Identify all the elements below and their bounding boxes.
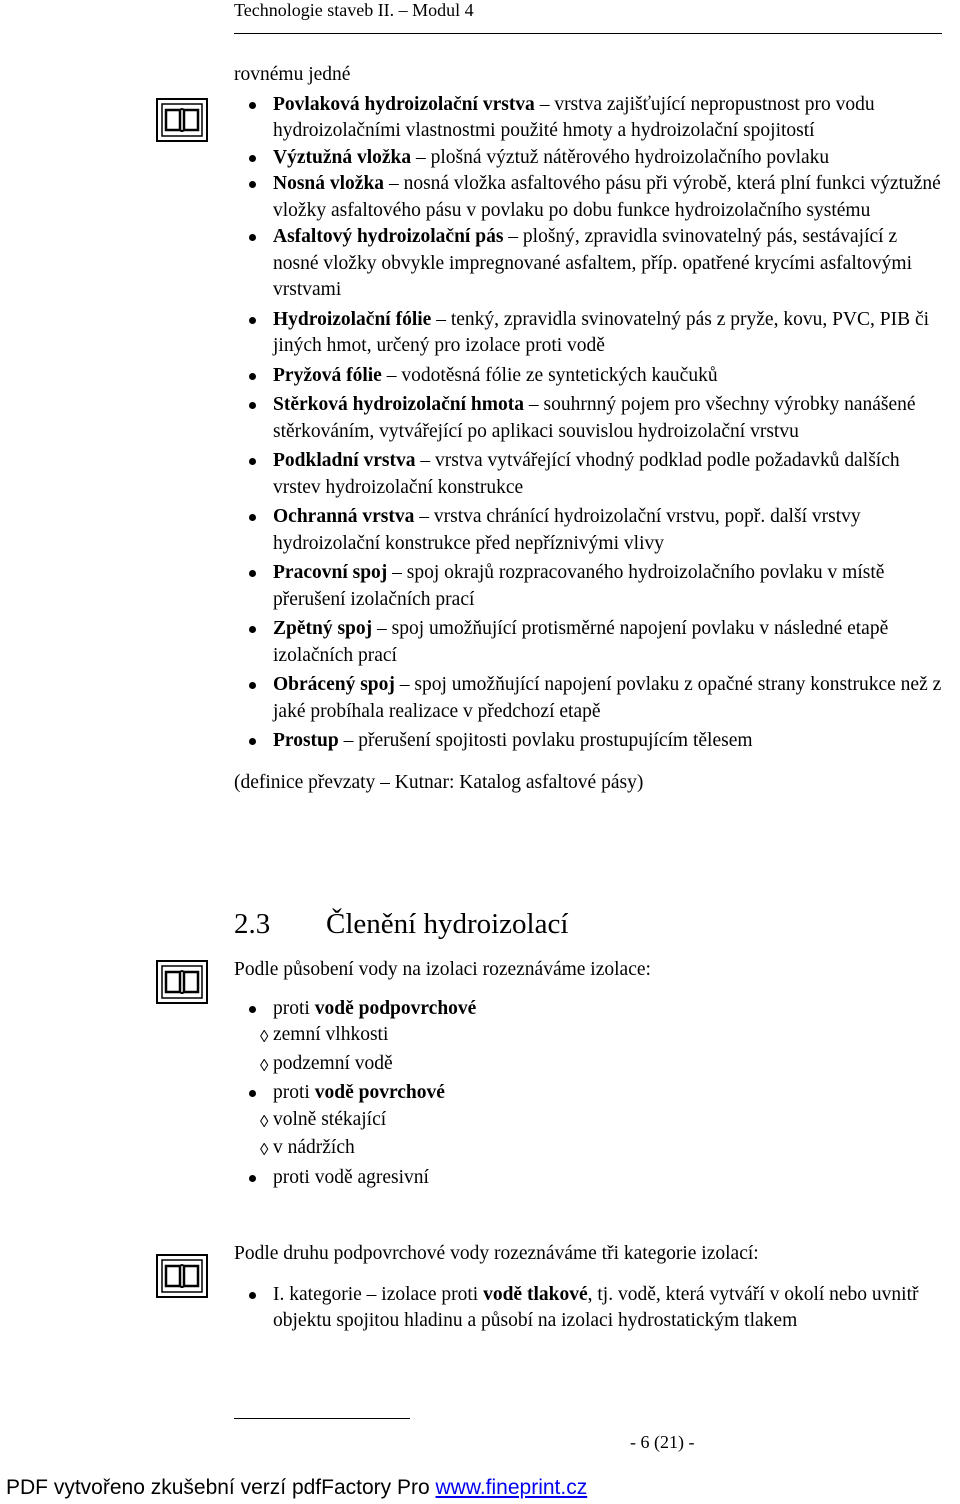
water-type-list	[234, 1080, 944, 1107]
definition-term: Pryžová fólie	[273, 364, 382, 386]
running-header: Technologie staveb II. – Modul 4	[234, 0, 474, 20]
definition-text: – vodotěsná fólie ze syntetických kaučuků	[381, 364, 718, 386]
definition-item	[234, 504, 944, 557]
section-title: Členění hydroizolací	[326, 908, 569, 940]
definition-text: – plošný, zpravidla svinovatelný pás, sestávající z nosné vložky obvykle impregnované asfaltem, příp. opatřené krycími asfaltovými vrstvami	[273, 226, 912, 300]
classification-block	[234, 957, 944, 1191]
definition-term: Výztužná vložka	[273, 146, 412, 168]
water-type-list	[234, 1165, 944, 1192]
bullet-icon	[249, 234, 256, 241]
bullet-icon	[249, 738, 256, 745]
sub-list-item: ◊ volně stékající	[234, 1107, 944, 1134]
definition-text: – spoj okrajů rozpracovaného hydroizolačního povlaku v místě přerušení izolačních prací	[273, 562, 885, 610]
definition-text: – nosná vložka asfaltového pásu při výrobě, která plní funkci výztužné vložky asfaltového pásu v povlaku po dobu funkce hydroizolačního systému	[273, 173, 941, 221]
bullet-icon	[249, 373, 256, 380]
definition-term: Ochranná vrstva	[273, 506, 415, 527]
definition-item	[234, 171, 944, 224]
definition-term: Hydroizolační fólie	[273, 308, 432, 330]
sub-list	[234, 1107, 944, 1162]
definition-term: Stěrková hydroizolační hmota	[273, 394, 524, 415]
diamond-icon: ◊	[260, 1027, 269, 1046]
diamond-icon: ◊	[260, 1055, 269, 1075]
definition-item	[234, 145, 944, 172]
definition-text: – tenký, zpravidla svinovatelný pás z pryže, kovu, PVC, PIB či jiných hmot, určený pro izolace proti vodě	[273, 308, 930, 356]
pdf-watermark-note: PDF vytvořeno zkušební verzí pdfFactory Pro www.fineprint.cz	[6, 1476, 588, 1499]
book-icon	[156, 98, 208, 142]
footer-rule	[234, 1418, 410, 1419]
definitions-block	[234, 62, 944, 796]
definition-term: Nosná vložka	[273, 173, 385, 194]
definition-text: – souhrnný pojem pro všechny výrobky nanášené stěrkováním, vytvářející po aplikaci souvislou hydroizolační vrstvu	[273, 394, 916, 442]
definition-text: – spoj umožňující napojení povlaku z opačné strany konstrukce než z jaké probíhala realizace v předchozí etapě	[273, 674, 942, 722]
definition-text: – plošná výztuž nátěrového hydroizolačního povlaku	[411, 146, 830, 168]
definition-item	[234, 616, 944, 669]
definition-text: – spoj umožňující protisměrné napojení povlaku v následné etapě izolačních prací	[273, 618, 889, 666]
paragraph: Podle druhu podpovrchové vody rozeznáváme tři kategorie izolací:	[234, 1243, 759, 1264]
definition-text: – vrstva chránící hydroizolační vrstvu, popř. další vrstvy hydroizolační konstrukce před nepříznivými vlivy	[273, 506, 861, 554]
book-icon	[156, 1254, 208, 1298]
bullet-icon	[249, 1090, 256, 1097]
sub-list-item: ◊ zemní vlhkosti	[234, 1022, 944, 1049]
definition-item	[234, 392, 944, 445]
source-note: (definice převzaty – Kutnar: Katalog asfaltové pásy)	[234, 771, 644, 793]
bullet-icon	[249, 181, 256, 188]
section-heading	[234, 908, 568, 941]
list-item: proti vodě povrchové	[234, 1080, 944, 1107]
definition-term: Asfaltový hydroizolační pás	[273, 226, 504, 247]
definition-item	[234, 448, 944, 501]
definition-text: – vrstva vytvářející vhodný podklad podle požadavků dalších vrstev hydroizolační konstrukce	[273, 450, 900, 498]
definition-item	[234, 92, 944, 145]
category-list	[234, 1282, 944, 1335]
bullet-icon	[249, 402, 256, 409]
diamond-icon: ◊	[260, 1111, 269, 1131]
bullet-icon	[249, 317, 256, 324]
bullet-icon	[249, 514, 256, 521]
definition-text: – vrstva zajišťující nepropustnost pro vodu hydroizolačními vlastnostmi použité hmoty a hydroizolační spojitostí	[273, 93, 875, 141]
definition-item	[234, 728, 944, 755]
sub-list-item: ◊ podzemní vodě	[234, 1051, 944, 1078]
definition-term: Pracovní spoj	[273, 562, 388, 583]
bullet-icon	[249, 1292, 256, 1299]
definition-list	[234, 92, 944, 755]
definition-text: – přerušení spojitosti povlaku prostupujícím tělesem	[338, 730, 753, 751]
diamond-icon: ◊	[260, 1140, 269, 1159]
header-rule	[234, 33, 942, 34]
definition-term: Zpětný spoj	[273, 618, 373, 639]
definition-item	[234, 363, 944, 390]
bullet-icon	[249, 626, 256, 633]
bullet-icon	[249, 458, 256, 465]
definition-term: Obrácený spoj	[273, 674, 395, 695]
definition-item	[234, 560, 944, 613]
definition-term: Povlaková hydroizolační vrstva	[273, 93, 535, 115]
bullet-icon	[249, 570, 256, 577]
definition-term: Podkladní vrstva	[273, 450, 416, 471]
bullet-icon	[249, 102, 256, 109]
list-item: proti vodě agresivní	[234, 1165, 944, 1192]
list-item: proti vodě podpovrchové	[234, 996, 944, 1023]
definition-item	[234, 224, 944, 304]
water-type-list	[234, 996, 944, 1023]
bullet-icon	[249, 1006, 256, 1013]
bullet-icon	[249, 155, 256, 162]
sub-list-item: ◊ v nádržích	[234, 1135, 944, 1162]
bullet-icon	[249, 1175, 256, 1182]
bullet-icon	[249, 682, 256, 689]
category-block	[234, 1241, 944, 1335]
paragraph: Podle působení vody na izolaci rozeznáváme izolace:	[234, 959, 651, 980]
intro-line: rovnému jedné	[234, 64, 351, 85]
page-number: - 6 (21) -	[630, 1432, 695, 1452]
fineprint-link[interactable]: www.fineprint.cz	[435, 1476, 588, 1499]
list-item: I. kategorie – izolace proti vodě tlakové, tj. vodě, která vytváří v okolí nebo uvnitř objektu spojitou hladinu a působí na izolaci hydrostatickým tlakem	[234, 1282, 944, 1335]
definition-item	[234, 672, 944, 725]
definition-term: Prostup	[273, 730, 339, 751]
definition-item	[234, 307, 944, 360]
section-number: 2.3	[234, 908, 271, 940]
sub-list	[234, 1022, 944, 1077]
book-icon	[156, 960, 208, 1004]
